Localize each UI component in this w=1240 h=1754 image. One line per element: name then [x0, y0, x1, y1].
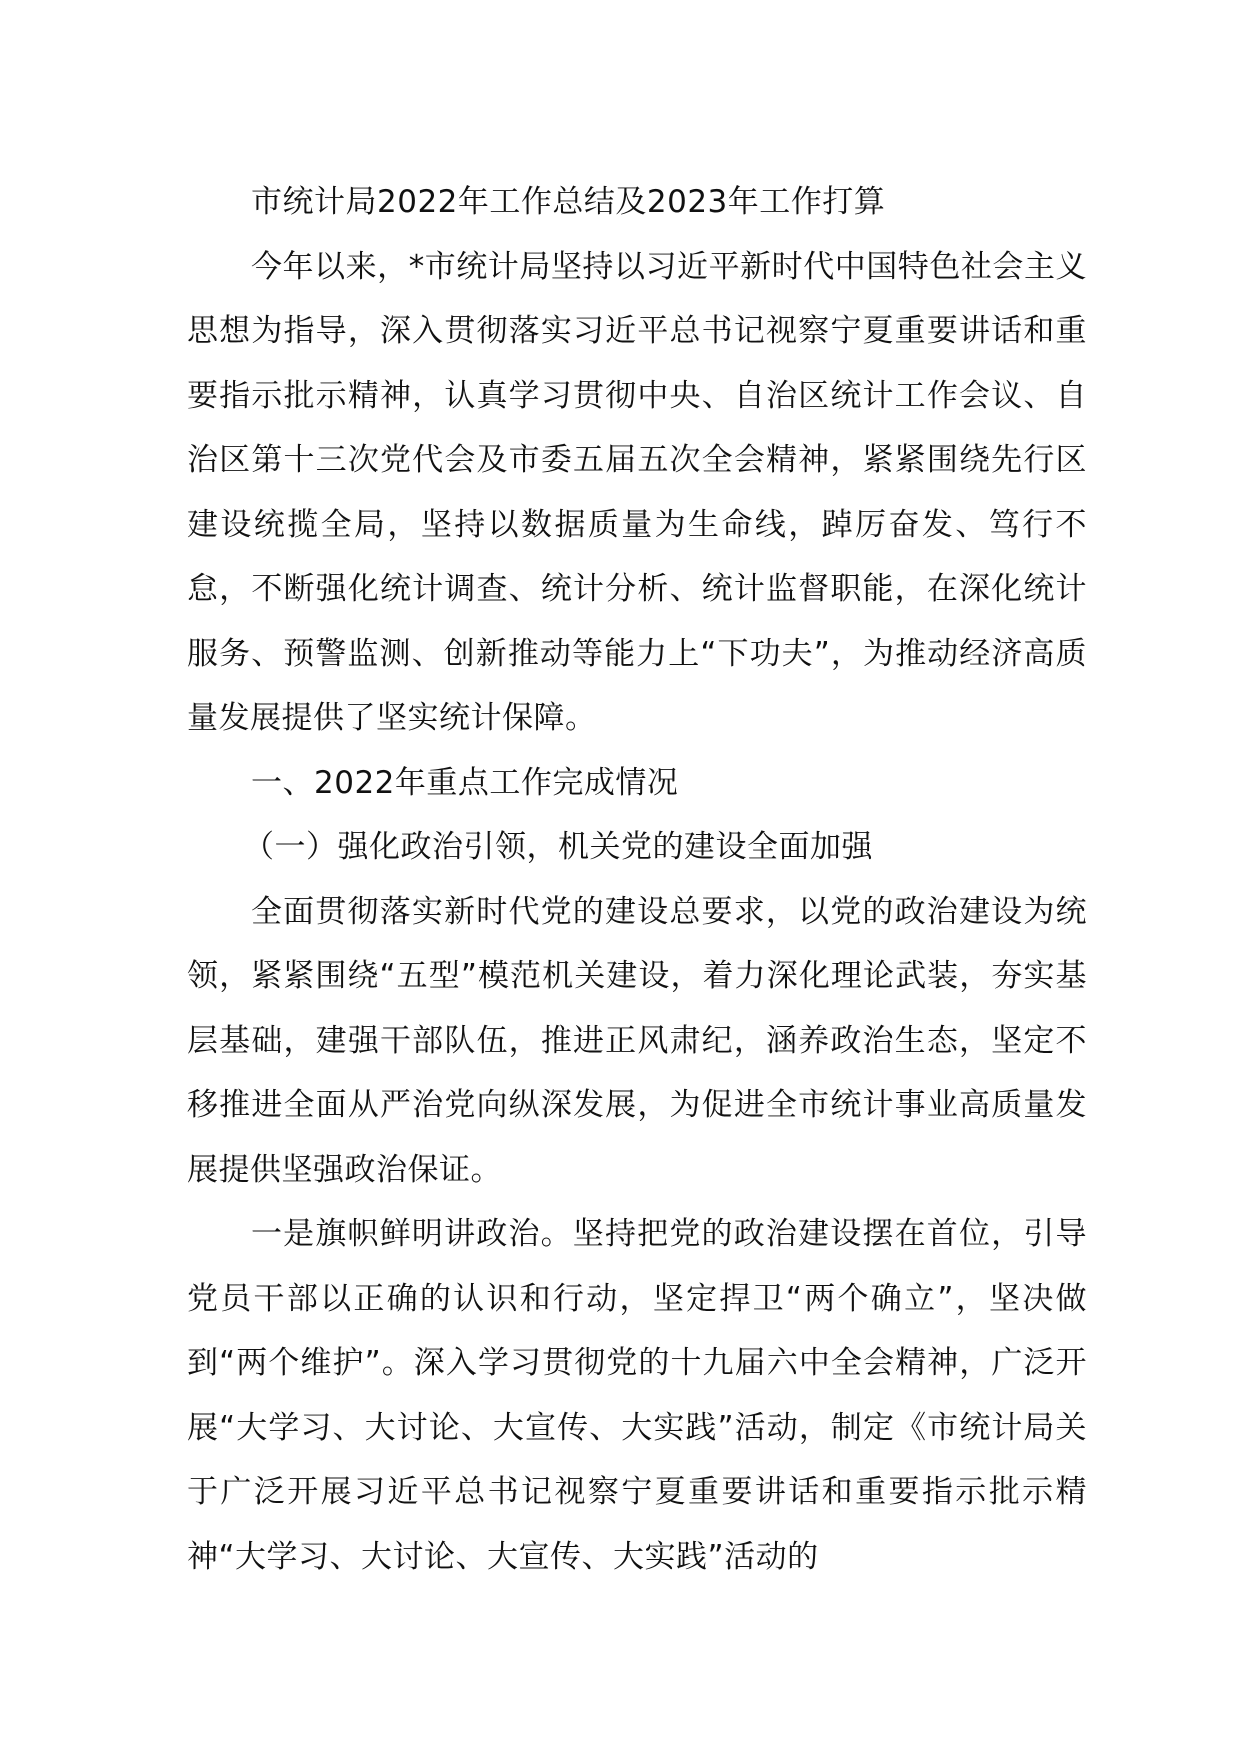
subsection-paragraph: 全面贯彻落实新时代党的建设总要求，以党的政治建设为统领，紧紧围绕“五型”模范机关建设，着力深化理论武装，夯实基层基础，建强干部队伍，推进正风肃纪，涵养政治生态，坚定不移推进全面从严治党向纵深发展，为促进全市统计事业高质量发展提供坚强政治保证。 — [187, 893, 1087, 1188]
subsection-heading: （一）强化政治引领，机关党的建设全面加强 — [243, 829, 873, 865]
document-title: 市统计局2022年工作总结及2023年工作打算 — [251, 184, 886, 220]
section-heading: 一、2022年重点工作完成情况 — [251, 764, 679, 801]
point-paragraph: 一是旗帜鲜明讲政治。坚持把党的政治建设摆在首位，引导党员干部以正确的认识和行动，坚定捍卫“两个确立”，坚决做到“两个维护”。深入学习贯彻党的十九届六中全会精神，广泛开展“大学习、大讨论、大宣传、大实践”活动，制定《市统计局关于广泛开展习近平总书记视察宁夏重要讲话和重要指示批示精神“大学习、大讨论、大宣传、大实践”活动的 — [187, 1216, 1087, 1575]
document-body — [187, 170, 1087, 1589]
intro-paragraph: 今年以来，*市统计局坚持以习近平新时代中国特色社会主义思想为指导，深入贯彻落实习近平总书记视察宁夏重要讲话和重要指示批示精神，认真学习贯彻中央、自治区统计工作会议、自治区第十三次党代会及市委五届五次全会精神，紧紧围绕先行区建设统揽全局，坚持以数据质量为生命线，踔厉奋发、笃行不怠，不断强化统计调查、统计分析、统计监督职能，在深化统计服务、预警监测、创新推动等能力上“下功夫”，为推动经济高质量发展提供了坚实统计保障。 — [187, 248, 1087, 736]
